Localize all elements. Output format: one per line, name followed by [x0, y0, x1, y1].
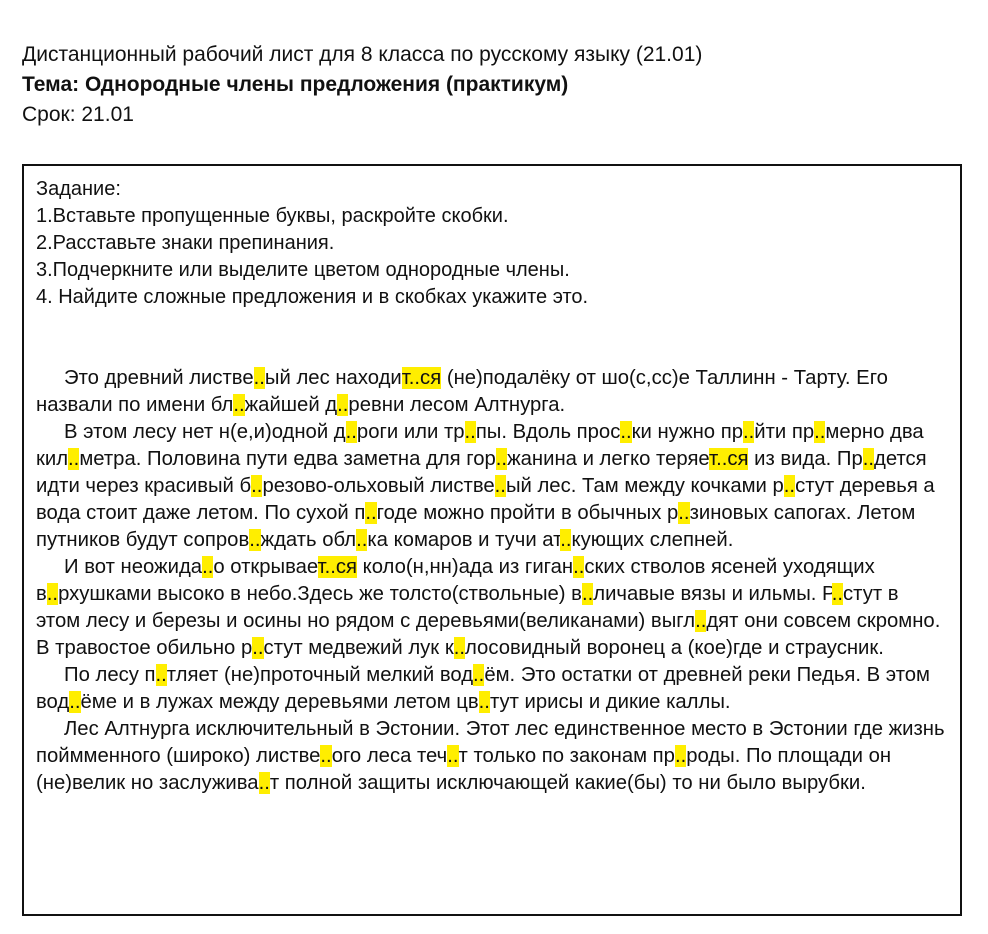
- paragraph: Лес Алтнурга исключительный в Эстонии. Этот лес единственное место в Эстонии где жизнь поймменного (широко) листве..ого леса теч..т только по законам пр..роды. По площади он (не)велик но заслужива..т полной защиты исключающей какие(бы) то ни было вырубки.: [36, 718, 945, 794]
- gap-highlight: ..: [494, 475, 506, 497]
- paragraph: По лесу п..тляет (не)проточный мелкий вод..ём. Это остатки от древней реки Педья. В этом вод..ёме и в лужах между деревьями летом цв..тут ирисы и дикие каллы.: [36, 664, 930, 713]
- gap-highlight: ..: [695, 610, 707, 632]
- worksheet-title: Дистанционный рабочий лист для 8 класса по русскому языку (21.01): [22, 43, 703, 66]
- instruction-1: 1.Вставьте пропущенные буквы, раскройте скобки.: [36, 205, 509, 227]
- exercise-text: [36, 365, 948, 797]
- gap-highlight: ..: [814, 421, 826, 443]
- gap-highlight: ..: [862, 448, 875, 470]
- gap-highlight: ..: [356, 529, 368, 551]
- gap-highlight: т..ся: [709, 448, 749, 470]
- task-box: [22, 164, 962, 916]
- gap-highlight: ..: [464, 421, 476, 443]
- gap-highlight: ..: [233, 394, 245, 416]
- gap-highlight: ..: [155, 664, 167, 686]
- gap-highlight: ..: [674, 745, 687, 767]
- gap-highlight: ..: [249, 529, 261, 551]
- gap-highlight: ..: [495, 448, 508, 470]
- gap-highlight: ..: [251, 475, 263, 497]
- gap-highlight: т..ся: [317, 556, 357, 578]
- gap-highlight: ..: [560, 529, 572, 551]
- gap-highlight: ..: [783, 475, 796, 497]
- gap-highlight: ..: [320, 745, 332, 767]
- worksheet-header: [22, 40, 962, 130]
- instruction-2: 2.Расставьте знаки препинания.: [36, 232, 335, 254]
- gap-highlight: ..: [345, 421, 357, 443]
- gap-highlight: ..: [258, 772, 270, 794]
- gap-highlight: ..: [453, 637, 465, 659]
- gap-highlight: ..: [831, 583, 844, 605]
- gap-highlight: ..: [46, 583, 59, 605]
- paragraph: В этом лесу нет н(е,и)одной д..роги или тр..пы. Вдоль прос..ки нужно пр..йти пр..мерно два кил..метра. Половина пути едва заметна для гор..жанина и легко теряет..ся из вида. Пр..дется идти через красивый б..резово-ольховый листве..ый лес. Там между кочками р..стут деревья а вода стоит даже летом. По сухой п..годе можно пройти в обычных р..зиновых сапогах. Летом путников будут сопров..ждать обл..ка комаров и тучи ат..кующих слепней.: [36, 421, 935, 551]
- spacer: [36, 311, 948, 365]
- gap-highlight: ..: [573, 556, 585, 578]
- gap-highlight: ..: [68, 448, 80, 470]
- gap-highlight: ..: [678, 502, 690, 524]
- paragraph: И вот неожида..о открывает..ся коло(н,нн)ада из гиган..ских стволов ясеней уходящих в..рхушками высоко в небо.Здесь же толсто(ствольные) в..личавые вязы и ильмы. Р..стут в этом лесу и березы и осины но рядом с деревьями(великанами) выгл..дят они совсем скромно. В травостое обильно р..стут медвежий лук к..лосовидный воронец а (кое)где и страусник.: [36, 556, 941, 659]
- gap-highlight: ..: [447, 745, 459, 767]
- gap-highlight: ..: [478, 691, 490, 713]
- instruction-4: 4. Найдите сложные предложения и в скобках укажите это.: [36, 286, 589, 308]
- gap-highlight: ..: [253, 367, 265, 389]
- gap-highlight: ..: [252, 637, 264, 659]
- gap-highlight: ..: [337, 394, 349, 416]
- paragraph: Это древний листве..ый лес находит..ся (не)подалёку от шо(с,сс)е Таллинн - Тарту. Его назвали по имени бл..жайшей д..ревни лесом Алтнурга.: [36, 367, 888, 416]
- gap-highlight: ..: [69, 691, 81, 713]
- topic-line: Тема: Однородные члены предложения (практикум): [22, 73, 569, 96]
- instruction-3: 3.Подчеркните или выделите цветом однородные члены.: [36, 259, 570, 281]
- gap-highlight: ..: [581, 583, 594, 605]
- gap-highlight: т..ся: [401, 367, 442, 389]
- gap-highlight: ..: [365, 502, 377, 524]
- gap-highlight: ..: [473, 664, 485, 686]
- task-title: Задание:: [36, 178, 121, 200]
- gap-highlight: ..: [742, 421, 755, 443]
- gap-highlight: ..: [620, 421, 632, 443]
- deadline-line: Срок: 21.01: [22, 103, 134, 126]
- gap-highlight: ..: [202, 556, 214, 578]
